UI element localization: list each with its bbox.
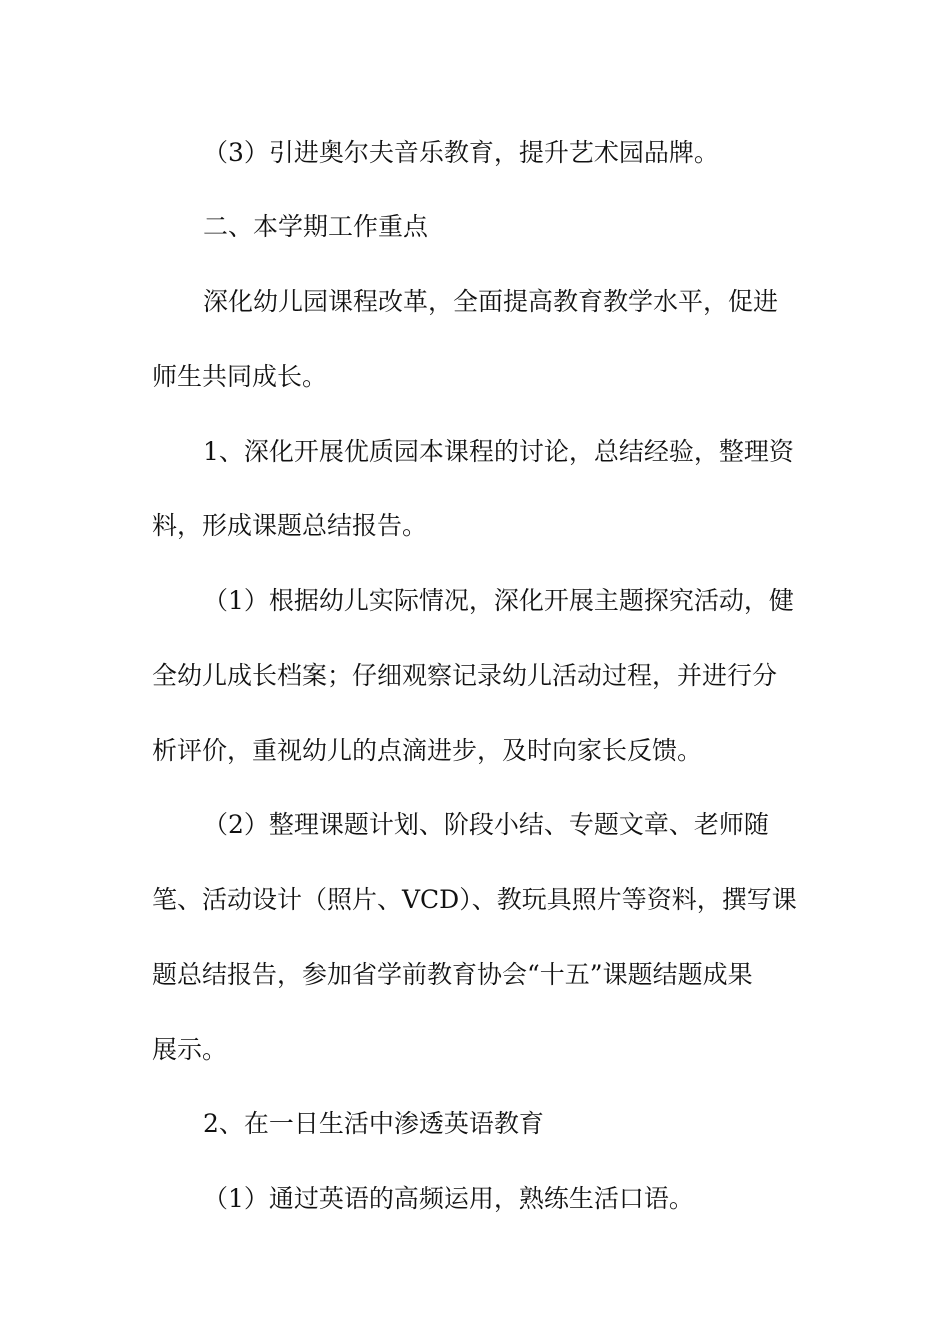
paragraph-line-7: （1）根据幼儿实际情况，深化开展主题探究活动，健 [203,586,794,615]
paragraph-line-12: 题总结报告，参加省学前教育协会“十五”课题结题成果 [152,960,753,989]
paragraph-line-15: （1）通过英语的高频运用，熟练生活口语。 [203,1184,694,1213]
paragraph-line-14: 2、在一日生活中渗透英语教育 [203,1109,544,1138]
paragraph-line-3: 深化幼儿园课程改革，全面提高教育教学水平，促进 [203,287,779,316]
paragraph-line-1: （3）引进奥尔夫音乐教育，提升艺术园品牌。 [203,138,719,167]
section-heading: 二、本学期工作重点 [203,212,429,241]
paragraph-line-9: 析评价，重视幼儿的点滴进步，及时向家长反馈。 [152,736,703,765]
paragraph-line-13: 展示。 [152,1035,228,1064]
paragraph-line-4: 师生共同成长。 [152,362,328,391]
paragraph-line-10: （2）整理课题计划、阶段小结、专题文章、老师随 [203,810,769,839]
paragraph-line-11: 笔、活动设计（照片、VCD）、教玩具照片等资料，撰写课 [152,885,797,914]
paragraph-line-8: 全幼儿成长档案；仔细观察记录幼儿活动过程，并进行分 [152,661,778,690]
paragraph-line-6: 料，形成课题总结报告。 [152,511,428,540]
paragraph-line-5: 1、深化开展优质园本课程的讨论，总结经验，整理资 [203,437,794,466]
